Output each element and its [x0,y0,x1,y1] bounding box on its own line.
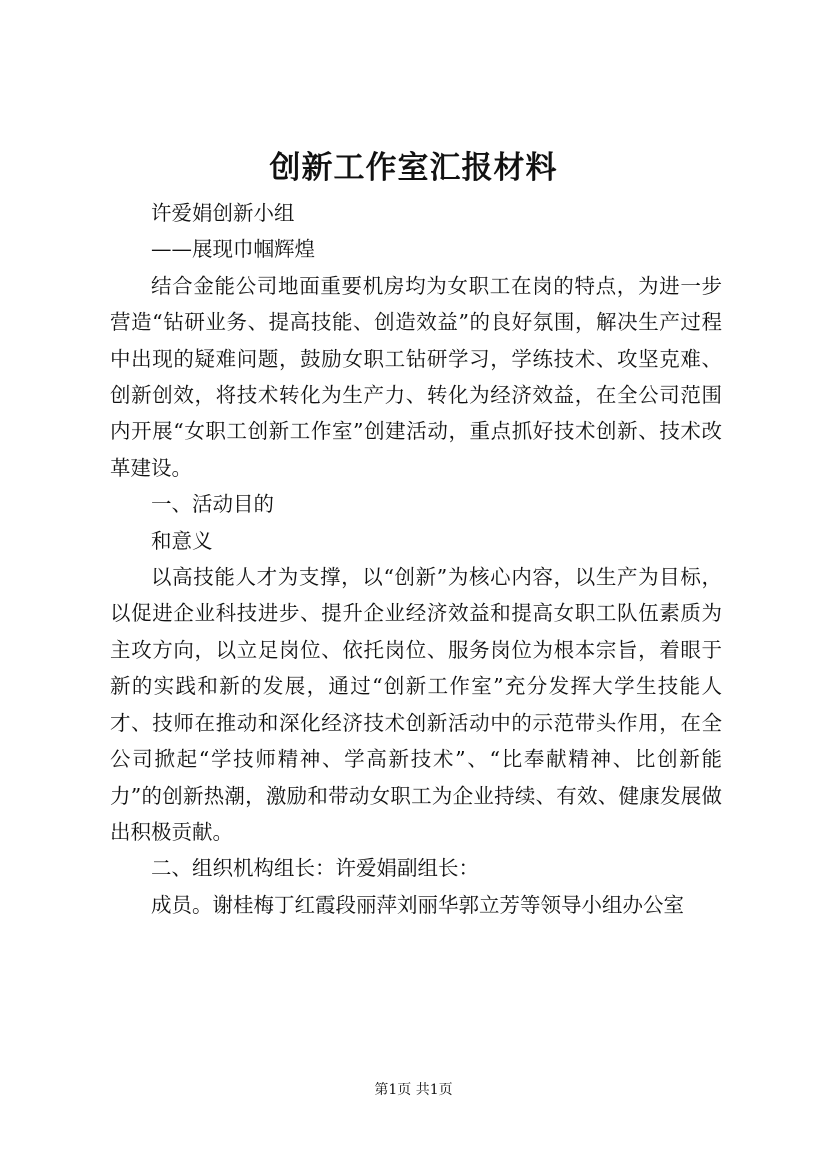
paragraph-members: 成员。谢桂梅丁红霞段丽萍刘丽华郭立芳等领导小组办公室 [151,892,684,917]
page-footer: 第1页 共1页 [374,1082,453,1098]
document-body [110,195,722,923]
paragraph-group-name: 许爱娟创新小组 [151,201,295,225]
paragraph-purpose: 以高技能人才为支撑，以“创新”为核心内容，以生产为目标，以促进企业科技进步、提升企业经济效益和提高女职工队伍素质为主攻方向，以立足岗位、依托岗位、服务岗位为根本宗旨，着眼于新的实践和新的发展，通过“创新工作室”充分发挥大学生技能人才、技师在推动和深化经济技术创新活动中的示范带头作用，在全公司掀起“学技师精神、学高新技术”、“比奉献精神、比创新能力”的创新热潮，激励和带动女职工为企业持续、有效、健康发展做出积极贡献。 [110,565,722,844]
section-heading-purpose: 一、活动目的 [151,492,274,517]
section-heading-organization: 二、组织机构组长：许爱娟副组长： [151,856,479,881]
section-heading-purpose-cont: 和意义 [151,528,213,553]
paragraph-subtitle: ——展现巾帼辉煌 [151,237,315,262]
paragraph-intro: 结合金能公司地面重要机房均为女职工在岗的特点，为进一步营造“钻研业务、提高技能、创造效益”的良好氛围，解决生产过程中出现的疑难问题，鼓励女职工钻研学习，学练技术、攻坚克难、创新创效，将技术转化为生产力、转化为经济效益，在全公司范围内开展“女职工创新工作室”创建活动，重点抓好技术创新、技术改革建设。 [110,273,722,480]
document-title: 创新工作室汇报材料 [269,150,558,186]
